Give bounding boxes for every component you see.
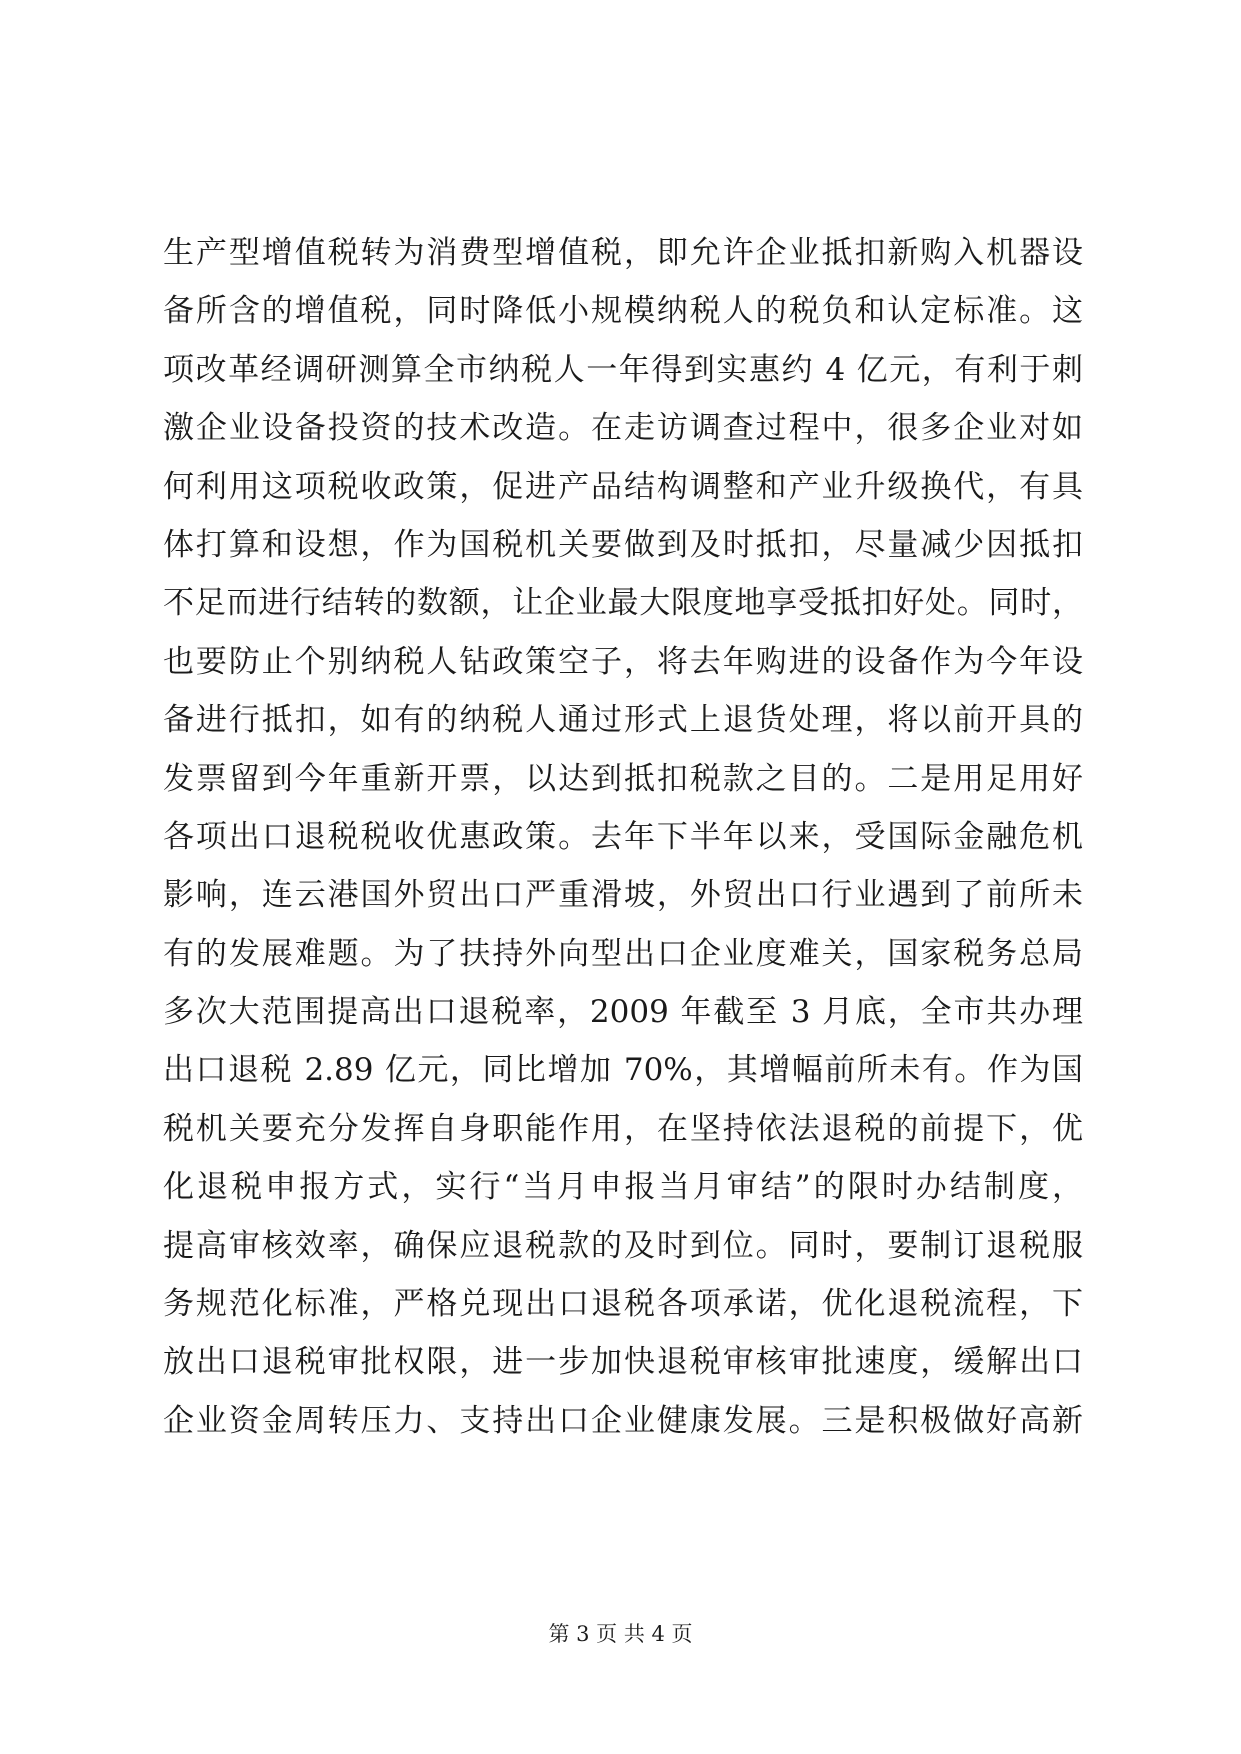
text-line: 何利用这项税收政策，促进产品结构调整和产业升级换代，有具	[163, 468, 1083, 505]
text-line: 发票留到今年重新开票，以达到抵扣税款之目的。二是用足用好	[163, 760, 1083, 797]
text-line: 体打算和设想，作为国税机关要做到及时抵扣，尽量减少因抵扣	[163, 526, 1083, 563]
text-line: 多次大范围提高出口退税率，2009 年截至 3 月底，全市共办理	[163, 994, 1083, 1031]
text-line: 放出口退税审批权限，进一步加快退税审核审批速度，缓解出口	[163, 1344, 1083, 1381]
page-footer	[0, 1618, 1241, 1648]
text-line: 备进行抵扣，如有的纳税人通过形式上退货处理，将以前开具的	[163, 702, 1083, 739]
text-line: 出口退税 2.89 亿元，同比增加 70%，其增幅前所未有。作为国	[163, 1052, 1083, 1089]
text-line: 有的发展难题。为了扶持外向型出口企业度难关，国家税务总局	[163, 935, 1083, 972]
text-line: 也要防止个别纳税人钻政策空子，将去年购进的设备作为今年设	[163, 643, 1083, 680]
text-line: 化退税申报方式，实行“当月申报当月审结”的限时办结制度，	[163, 1169, 1083, 1206]
body-text	[163, 224, 1083, 1450]
text-line: 生产型增值税转为消费型增值税，即允许企业抵扣新购入机器设	[163, 235, 1083, 271]
text-line: 税机关要充分发挥自身职能作用，在坚持依法退税的前提下，优	[163, 1110, 1083, 1147]
text-line: 提高审核效率，确保应退税款的及时到位。同时，要制订退税服	[163, 1227, 1083, 1264]
text-line: 备所含的增值税，同时降低小规模纳税人的税负和认定标准。这	[163, 293, 1083, 330]
text-line: 激企业设备投资的技术改造。在走访调查过程中，很多企业对如	[163, 410, 1083, 447]
text-line: 各项出口退税税收优惠政策。去年下半年以来，受国际金融危机	[163, 818, 1083, 855]
text-line: 务规范化标准，严格兑现出口退税各项承诺，优化退税流程，下	[163, 1286, 1083, 1323]
text-line: 企业资金周转压力、支持出口企业健康发展。三是积极做好高新	[163, 1402, 1083, 1439]
page-number-label: 第 3 页 共 4 页	[548, 1622, 693, 1646]
text-line: 影响，连云港国外贸出口严重滑坡，外贸出口行业遇到了前所未	[163, 877, 1083, 914]
text-line: 不足而进行结转的数额，让企业最大限度地享受抵扣好处。同时，	[163, 585, 1083, 622]
text-line: 项改革经调研测算全市纳税人一年得到实惠约 4 亿元，有利于刺	[163, 351, 1083, 388]
